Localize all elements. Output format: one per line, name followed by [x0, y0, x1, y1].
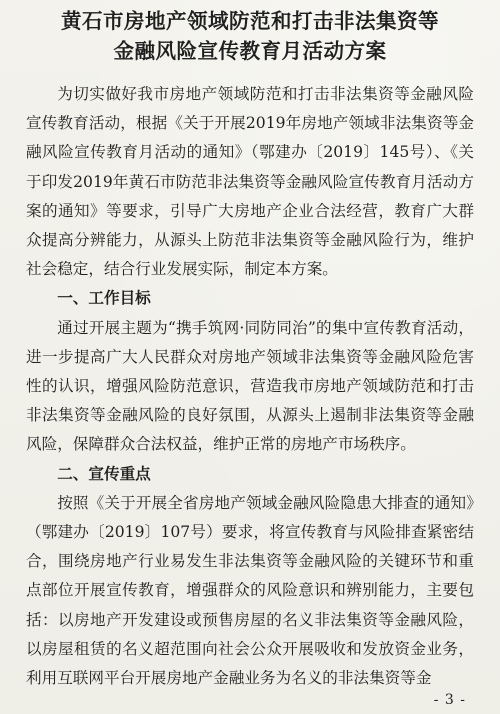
document-body [26, 80, 474, 693]
intro-paragraph: 为切实做好我市房地产领域防范和打击非法集资等金融风险宣传教育活动，根据《关于开展2019年房地产领域非法集资等金融风险宣传教育月活动的通知》（鄂建办〔2019〕145号）、《关于印发2019年黄石市防范非法集资等金融风险宣传教育月活动方案的通知》等要求，引导广大房地产企业合法经营，教育广大群众提高分辨能力，从源头上防范非法集资等金融风险行为，维护社会稳定，结合行业发展实际，制定本方案。 [26, 85, 474, 279]
work-goals-paragraph: 通过开展主题为“携手筑网·同防同治”的集中宣传教育活动，进一步提高广大人民群众对房地产领域非法集资等金融风险危害性的认识，增强风险防范意识，营造我市房地产领域防范和打击非法集资等金融风险的良好氛围，从源头上遏制非法集资等金融风险，保障群众合法权益，维护正常的房地产市场秩序。 [26, 318, 474, 454]
page-number: - 3 - [433, 692, 466, 708]
document-title [26, 6, 474, 66]
title-line-2: 金融风险宣传教育月活动方案 [113, 39, 387, 63]
title-line-1: 黄石市房地产领域防范和打击非法集资等 [61, 9, 439, 33]
section-heading-work-goals: 一、工作目标 [57, 289, 151, 308]
section-heading-publicity-focus: 二、宣传重点 [57, 464, 151, 483]
publicity-focus-paragraph: 按照《关于开展全省房地产领域金融风险隐患大排查的通知》（鄂建办〔2019〕107号）要求，将宣传教育与风险排查紧密结合，围绕房地产行业易发生非法集资等金融风险的关键环节和重点部位开展宣传教育，增强群众的风险意识和辨别能力，主要包括：以房地产开发建设或预售房屋的名义非法集资等金融风险，以房屋租赁的名义超范围向社会公众开展吸收和发放资金业务，利用互联网平台开展房地产金融业务为名义的非法集资等金 [26, 493, 474, 688]
